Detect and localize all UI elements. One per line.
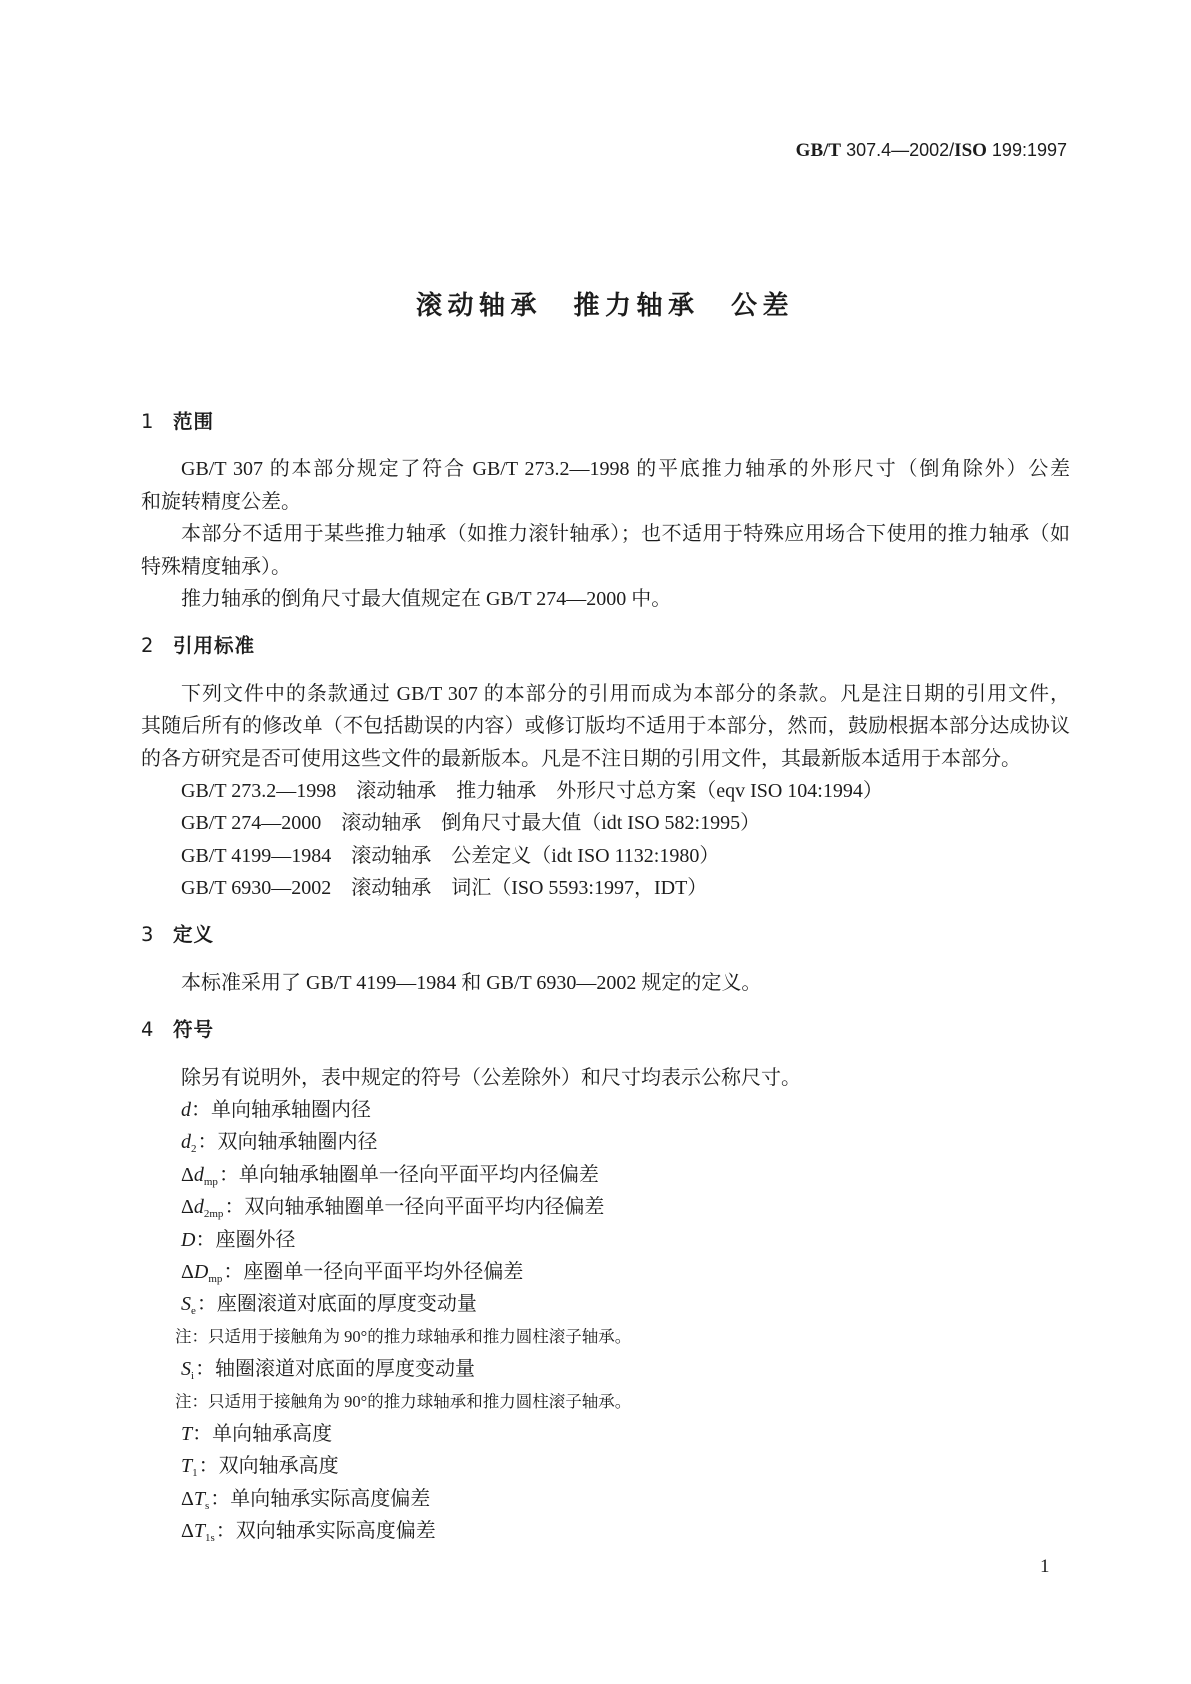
symbol-note: 注：只适用于接触角为 90°的推力球轴承和推力圆柱滚子轴承。: [175, 1391, 632, 1411]
symbol-item: [141, 1418, 1070, 1450]
header-gbt-number: 307.4—2002/: [841, 140, 955, 160]
symbol-letter: T: [181, 1455, 193, 1478]
symbol-letter: D: [181, 1228, 196, 1251]
section-number: 2: [141, 634, 154, 658]
symbol-item: [141, 1224, 1070, 1256]
symbol-description: ：单向轴承实际高度偏差: [210, 1487, 431, 1510]
section-heading-scope: [141, 406, 1070, 438]
symbol-description: ：座圈单一径向平面平均外径偏差: [223, 1260, 524, 1283]
section-heading-normative-references: [141, 630, 1070, 662]
symbol-letter: D: [193, 1260, 209, 1283]
symbol-subscript: 1s: [205, 1532, 215, 1545]
reference-item: GB/T 273.2—1998 滚动轴承 推力轴承 外形尺寸总方案（eqv ISO 104:1994）: [181, 779, 883, 802]
symbol-description: ：座圈滚道对底面的厚度变动量: [196, 1293, 477, 1316]
symbol-delta: Δ: [181, 1487, 194, 1510]
symbol-letter: T: [193, 1487, 205, 1510]
section-title: 范围: [173, 410, 215, 433]
paragraph-line: GB/T 307 的本部分规定了符合 GB/T 273.2—1998 的平底推力轴承的外形尺寸（倒角除外）公差: [181, 458, 1070, 481]
section-number: 1: [141, 410, 154, 433]
symbol-letter: d: [181, 1099, 191, 1122]
symbol-note: 注：只适用于接触角为 90°的推力球轴承和推力圆柱滚子轴承。: [175, 1326, 632, 1346]
symbol-delta: Δ: [181, 1260, 194, 1283]
reference-item: GB/T 4199—1984 滚动轴承 公差定义（idt ISO 1132:1980）: [181, 844, 720, 867]
symbol-subscript: i: [191, 1370, 195, 1383]
paragraph-line: 推力轴承的倒角尺寸最大值规定在 GB/T 274—2000 中。: [181, 587, 672, 610]
paragraph-line: 除另有说明外，表中规定的符号（公差除外）和尺寸均表示公称尺寸。: [181, 1066, 801, 1089]
symbol-description: ：单向轴承轴圈单一径向平面平均内径偏差: [218, 1163, 599, 1186]
paragraph-line: 特殊精度轴承）。: [141, 555, 291, 578]
symbol-letter: S: [181, 1358, 191, 1381]
symbol-subscript: mp: [203, 1175, 218, 1188]
paragraph-line: 和旋转精度公差。: [141, 490, 301, 513]
symbol-description: ：双向轴承轴圈内径: [197, 1131, 378, 1154]
symbol-letter: S: [181, 1293, 191, 1316]
symbol-item: [141, 1353, 1070, 1385]
section-heading-symbols: [141, 1014, 1070, 1046]
symbol-item: [141, 1094, 1070, 1126]
document-body: [141, 406, 1070, 1548]
symbol-description: ：单向轴承轴圈内径: [191, 1099, 371, 1122]
header-gbt-code: GB/T: [795, 140, 842, 161]
symbol-item: [141, 1450, 1070, 1482]
paragraph-line: 下列文件中的条款通过 GB/T 307 的本部分的引用而成为本部分的条款。凡是注日期的引用文件，: [181, 682, 1070, 705]
standard-number-header: [796, 137, 1067, 164]
symbol-subscript: s: [205, 1499, 210, 1512]
symbol-item: [141, 1159, 1070, 1191]
page-number: 1: [1040, 1556, 1050, 1577]
symbol-item: [141, 1256, 1070, 1288]
symbol-delta: Δ: [181, 1163, 194, 1186]
section-title: 定义: [173, 923, 215, 947]
symbol-letter: T: [181, 1422, 193, 1445]
symbol-delta: Δ: [181, 1196, 194, 1219]
symbol-letter: d: [181, 1131, 191, 1154]
section-title: 符号: [173, 1018, 215, 1042]
paragraph-line: 本标准采用了 GB/T 4199—1984 和 GB/T 6930—2002 规定的定义。: [181, 971, 762, 994]
symbol-subscript: mp: [208, 1272, 223, 1285]
symbol-letter: d: [193, 1163, 204, 1186]
symbol-description: ：座圈外径: [195, 1228, 296, 1251]
symbol-subscript: e: [191, 1305, 196, 1318]
symbol-description: ：轴圈滚道对底面的厚度变动量: [195, 1358, 476, 1381]
symbol-description: ：双向轴承高度: [198, 1455, 339, 1478]
symbol-item: [141, 1515, 1070, 1547]
symbol-letter: T: [193, 1520, 205, 1543]
paragraph-line: 的各方研究是否可使用这些文件的最新版本。凡是不注日期的引用文件，其最新版本适用于本部分。: [141, 747, 1021, 770]
symbol-description: ：双向轴承轴圈单一径向平面平均内径偏差: [224, 1196, 605, 1219]
section-number: 3: [141, 923, 154, 947]
reference-item: GB/T 274—2000 滚动轴承 倒角尺寸最大值（idt ISO 582:1995）: [181, 812, 761, 835]
symbol-item: [141, 1191, 1070, 1223]
reference-item: GB/T 6930—2002 滚动轴承 词汇（ISO 5593:1997，IDT）: [181, 877, 708, 900]
section-number: 4: [141, 1018, 154, 1042]
header-iso-code: ISO: [954, 140, 987, 161]
symbol-item: [141, 1288, 1070, 1320]
header-iso-number: 199:1997: [986, 140, 1067, 160]
symbol-description: ：双向轴承实际高度偏差: [215, 1520, 436, 1543]
symbol-subscript: 1: [192, 1467, 198, 1480]
symbol-delta: Δ: [181, 1520, 194, 1543]
paragraph-line: 本部分不适用于某些推力轴承（如推力滚针轴承）；也不适用于特殊应用场合下使用的推力轴承（如: [181, 523, 1070, 546]
symbol-description: ：单向轴承高度: [192, 1422, 333, 1445]
symbol-item: [141, 1483, 1070, 1515]
symbol-subscript: 2mp: [203, 1208, 224, 1221]
section-title: 引用标准: [173, 634, 256, 658]
symbol-item: [141, 1126, 1070, 1158]
document-title: 滚动轴承 推力轴承 公差: [416, 291, 795, 321]
section-heading-definitions: [141, 919, 1070, 951]
symbol-subscript: 2: [191, 1143, 197, 1156]
paragraph-line: 其随后所有的修改单（不包括勘误的内容）或修订版均不适用于本部分，然而，鼓励根据本部分达成协议: [141, 715, 1070, 738]
symbol-letter: d: [193, 1196, 204, 1219]
